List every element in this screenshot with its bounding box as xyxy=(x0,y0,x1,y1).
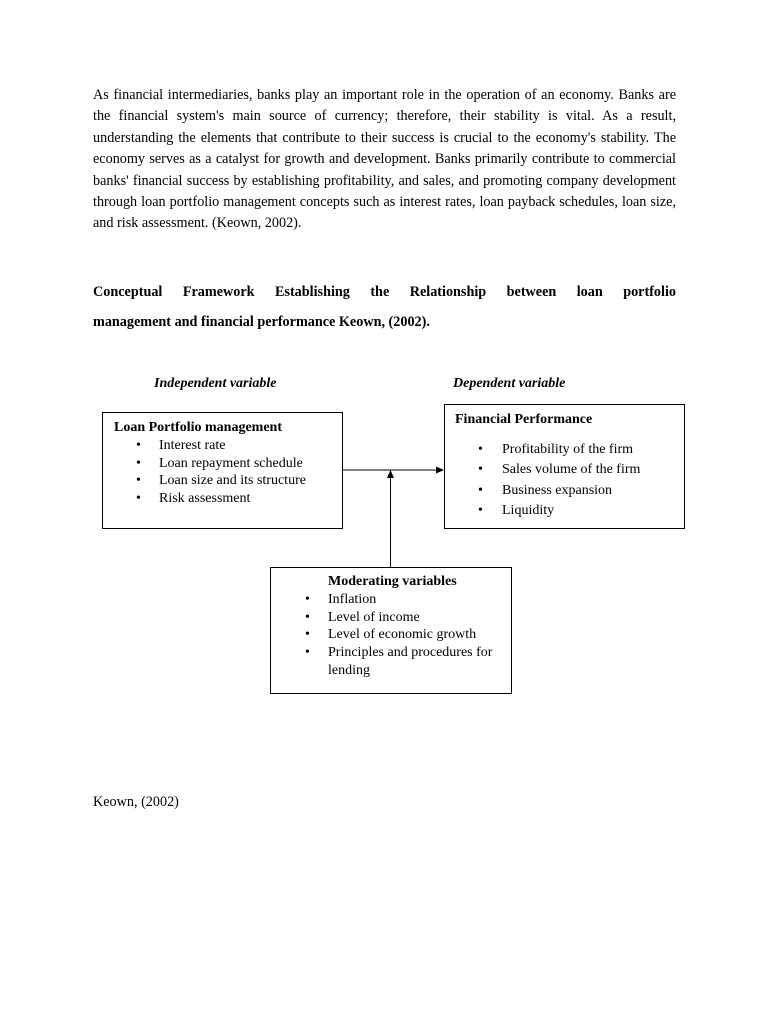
list-item: • Risk assessment xyxy=(114,490,342,508)
independent-variable-label: Independent variable xyxy=(154,376,277,391)
independent-variable-box xyxy=(102,412,343,529)
framework-heading xyxy=(93,277,676,337)
moderating-box-title: Moderating variables xyxy=(328,574,457,589)
dependent-box-title: Financial Performance xyxy=(455,412,593,427)
list-item: • Business expansion xyxy=(455,481,684,501)
list-item: • Inflation xyxy=(287,591,511,609)
independent-box-title: Loan Portfolio management xyxy=(114,420,282,435)
list-item: • Profitability of the firm xyxy=(455,440,684,460)
body-paragraph: As financial intermediaries, banks play an important role in the operation of an economy. Banks are the financial system's main source of currency; therefore, their stability is vital. As a result, understanding the elements that contribute to their success is crucial to the economy's stability. The economy serves as a catalyst for growth and development. Banks primarily contribute to commercial banks' financial success by establishing profitability, and sales, and promoting company development through loan portfolio management concepts such as interest rates, loan payback schedules, loan size, and risk assessment. (Keown, 2002). xyxy=(93,87,676,232)
list-item: • Principles and procedures for lending xyxy=(287,644,511,680)
list-item: • Loan size and its structure xyxy=(114,472,342,490)
list-item: • Interest rate xyxy=(114,437,342,455)
list-item: • Level of economic growth xyxy=(287,626,511,644)
independent-to-dependent-arrowhead xyxy=(436,467,444,474)
list-item: • Sales volume of the firm xyxy=(455,460,684,480)
citation: Keown, (2002) xyxy=(93,794,179,810)
moderating-variables-box xyxy=(270,567,512,694)
framework-heading-line-1: Conceptual Framework Establishing the Relationship between loan portfolio xyxy=(93,284,676,300)
list-item: • Level of income xyxy=(287,609,511,627)
dependent-variable-label: Dependent variable xyxy=(453,376,566,391)
moderating-arrowhead xyxy=(387,470,394,478)
dependent-variable-box xyxy=(444,404,685,529)
independent-box-list xyxy=(114,437,342,508)
dependent-box-list xyxy=(455,440,684,522)
moderating-box-list xyxy=(287,591,511,680)
framework-heading-line-2: management and financial performance Keown, (2002). xyxy=(93,314,430,330)
list-item: • Loan repayment schedule xyxy=(114,455,342,473)
list-item: • Liquidity xyxy=(455,501,684,521)
